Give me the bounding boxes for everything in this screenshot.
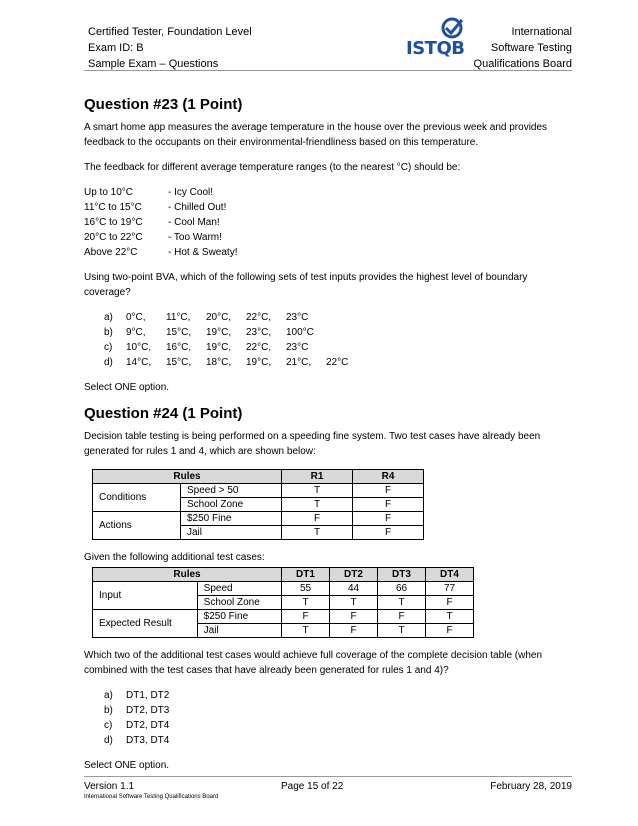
option-label: d): [104, 357, 113, 368]
table-cell: Actions: [93, 512, 181, 540]
option-label: b): [104, 705, 113, 716]
list-item: [84, 230, 574, 245]
table-cell: F: [353, 526, 424, 540]
range-label: 20°C to 22°C: [84, 232, 143, 243]
header-right: [474, 24, 572, 72]
header-left: [88, 24, 252, 72]
q24-select: Select ONE option.: [84, 760, 170, 771]
table-row: [93, 582, 474, 596]
list-item: [104, 718, 574, 733]
table-header: R1: [282, 470, 353, 484]
option-text: DT3, DT4: [126, 735, 170, 746]
table-row: [93, 512, 424, 526]
table-header-row: [93, 568, 474, 582]
option-text: DT2, DT3: [126, 705, 170, 716]
range-label: 11°C to 15°C: [84, 202, 142, 213]
table-cell: F: [426, 596, 474, 610]
table-cell: Conditions: [93, 484, 181, 512]
list-item: [104, 688, 574, 703]
table-cell: F: [353, 498, 424, 512]
table-cell: School Zone: [181, 498, 282, 512]
table-cell: $250 Fine: [197, 610, 281, 624]
q23-title: Question #23 (1 Point): [84, 96, 243, 113]
table-cell: $250 Fine: [181, 512, 282, 526]
table-cell: T: [378, 624, 426, 638]
list-item: [104, 733, 574, 748]
option-value: 16°C,: [166, 342, 192, 353]
table-cell: T: [426, 610, 474, 624]
header-syllabus: Certified Tester, Foundation Level: [88, 26, 252, 38]
list-item: [104, 703, 574, 718]
header-org-3: Qualifications Board: [473, 58, 572, 70]
option-label: c): [104, 720, 113, 731]
table-cell: F: [378, 610, 426, 624]
table-cell: 66: [378, 582, 426, 596]
q23-select: Select ONE option.: [84, 382, 170, 393]
table-cell: Jail: [197, 624, 281, 638]
option-label: b): [104, 327, 113, 338]
q24-question: Which two of the additional test cases would achieve full coverage of the complete decision table (when combined with the test cases that have already been generated for rules 1 and 4)?: [84, 650, 543, 676]
table-cell: F: [282, 512, 353, 526]
option-text: DT2, DT4: [126, 720, 170, 731]
table-cell: School Zone: [197, 596, 281, 610]
table-cell: F: [353, 484, 424, 498]
range-message: - Hot & Sweaty!: [168, 247, 238, 258]
table-header: Rules: [93, 470, 282, 484]
option-value: 19°C,: [246, 357, 272, 368]
option-label: d): [104, 735, 113, 746]
table-cell: T: [282, 526, 353, 540]
table-cell: F: [330, 624, 378, 638]
table-cell: 44: [330, 582, 378, 596]
option-value: 15°C,: [166, 357, 192, 368]
range-message: - Too Warm!: [168, 232, 222, 243]
table-header: DT1: [282, 568, 330, 582]
q24-options: [84, 688, 574, 748]
option-value: 0°C,: [126, 312, 146, 323]
footer-date: February 28, 2019: [490, 781, 572, 792]
table-cell: F: [426, 624, 474, 638]
option-value: 22°C,: [246, 342, 272, 353]
table-cell: Input: [93, 582, 198, 610]
page-footer: [84, 776, 572, 800]
list-item: [104, 310, 574, 325]
range-message: - Icy Cool!: [168, 187, 214, 198]
table-cell: F: [330, 610, 378, 624]
table-header-row: [93, 470, 424, 484]
table-cell: T: [282, 484, 353, 498]
logo-text: ISTQB: [406, 38, 465, 59]
q24-intro: Decision table testing is being performed on a speeding fine system. Two test cases have already been generated for rules 1 and 4, which are shown below:: [84, 431, 541, 457]
option-value: 19°C,: [206, 342, 232, 353]
table-header: DT4: [426, 568, 474, 582]
table-cell: T: [330, 596, 378, 610]
option-value: 100°C: [286, 327, 314, 338]
list-item: [84, 215, 574, 230]
list-item: [104, 325, 574, 340]
q23-options: [84, 310, 574, 370]
table-header: DT2: [330, 568, 378, 582]
table-cell: Expected Result: [93, 610, 198, 638]
option-label: a): [104, 690, 113, 701]
table-header: DT3: [378, 568, 426, 582]
option-value: 23°C,: [246, 327, 272, 338]
list-item: [104, 340, 574, 355]
table-cell: Speed: [197, 582, 281, 596]
option-label: a): [104, 312, 113, 323]
range-label: Above 22°C: [84, 247, 138, 258]
table-cell: 55: [282, 582, 330, 596]
table-cell: F: [353, 512, 424, 526]
table-row: [93, 484, 424, 498]
table-cell: Speed > 50: [181, 484, 282, 498]
table-cell: F: [282, 610, 330, 624]
q23-feedback-intro: The feedback for different average temperature ranges (to the nearest °C) should be:: [84, 162, 461, 173]
option-value: 11°C,: [166, 312, 191, 323]
list-item: [84, 245, 574, 260]
option-value: 23°C: [286, 312, 309, 323]
istqb-logo: [406, 16, 470, 66]
option-label: c): [104, 342, 113, 353]
logo-emblem-icon: [406, 16, 470, 40]
table-cell: T: [378, 596, 426, 610]
option-value: 20°C,: [206, 312, 232, 323]
header-divider: [84, 70, 572, 71]
footer-page: Page 15 of 22: [281, 781, 344, 792]
footer-org: International Software Testing Qualifications Board: [84, 794, 219, 800]
rules-table: [92, 469, 424, 540]
option-value: 14°C,: [126, 357, 152, 368]
table-header: R4: [353, 470, 424, 484]
option-value: 22°C: [326, 357, 349, 368]
page-content: [84, 96, 574, 783]
list-item: [84, 200, 574, 215]
table-cell: Jail: [181, 526, 282, 540]
temperature-ranges: [84, 185, 574, 260]
option-value: 15°C,: [166, 327, 192, 338]
table-row: [93, 610, 474, 624]
range-message: - Cool Man!: [168, 217, 220, 228]
option-value: 19°C,: [206, 327, 232, 338]
table-cell: T: [282, 596, 330, 610]
header-exam-id: Exam ID: B: [88, 42, 144, 54]
option-text: DT1, DT2: [126, 690, 170, 701]
range-label: Up to 10°C: [84, 187, 134, 198]
q24-additional-intro: Given the following additional test cases:: [84, 552, 265, 563]
header-org-2: Software Testing: [490, 42, 572, 54]
range-label: 16°C to 19°C: [84, 217, 143, 228]
header-doc-type: Sample Exam – Questions: [88, 58, 219, 70]
list-item: [84, 185, 574, 200]
header-org-1: International: [511, 26, 572, 38]
range-message: - Chilled Out!: [168, 202, 227, 213]
footer-version: Version 1.1: [84, 781, 135, 792]
option-value: 21°C,: [286, 357, 312, 368]
q23-question: Using two-point BVA, which of the following sets of test inputs provides the highest level of boundary coverage?: [84, 272, 528, 298]
table-cell: 77: [426, 582, 474, 596]
option-value: 22°C,: [246, 312, 272, 323]
table-cell: T: [282, 624, 330, 638]
table-header: Rules: [93, 568, 282, 582]
option-value: 9°C,: [126, 327, 146, 338]
q23-intro: A smart home app measures the average temperature in the house over the previous week and provides feedback to the occupants on their environmental-friendliness based on this temperature.: [84, 122, 548, 148]
option-value: 18°C,: [206, 357, 232, 368]
option-value: 10°C,: [126, 342, 152, 353]
table-cell: T: [282, 498, 353, 512]
option-value: 23°C: [286, 342, 309, 353]
q24-title: Question #24 (1 Point): [84, 405, 243, 422]
additional-cases-table: [92, 567, 474, 638]
list-item: [104, 355, 574, 370]
